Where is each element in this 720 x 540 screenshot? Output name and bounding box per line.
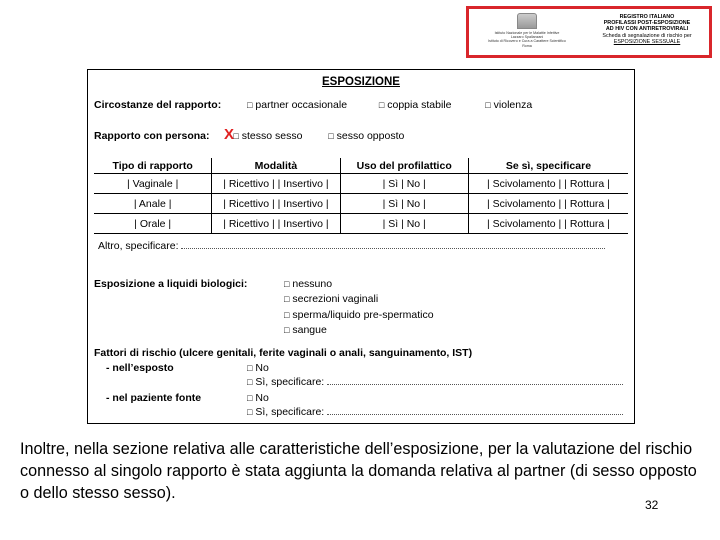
registry-title: REGISTRO ITALIANO PROFILASSI POST-ESPOSIZIONE AD HIV CON ANTIRETROVIRALI Scheda di segnalazione di rischio per ESPOSIZIONE SESSUALE <box>602 14 692 45</box>
header-profilattico: Uso del profilattico <box>340 158 468 174</box>
table-cell[interactable]: | Ricettivo | | Insertivo | <box>212 174 340 194</box>
checkbox[interactable]: □ <box>247 363 253 373</box>
caption-text: Inoltre, nella sezione relativa alle caratteristiche dell’esposizione, per la valutazione del rischio connesso al singolo rapporto è stata aggiunta la domanda relativa al partner (di sesso opposto o dello stesso sesso). <box>20 440 697 502</box>
exposure-form <box>87 69 635 424</box>
esposto-specificare-line[interactable] <box>327 384 623 385</box>
registry-header-logo <box>466 6 712 58</box>
table-cell[interactable]: | Sì | No | <box>340 194 468 214</box>
checkbox[interactable]: □ <box>284 294 290 304</box>
altro-input-line[interactable] <box>181 248 605 249</box>
checkbox[interactable]: □ <box>378 100 385 110</box>
circostanze-label: Circostanze del rapporto: <box>94 99 222 111</box>
checkbox[interactable]: □ <box>284 325 290 335</box>
rapporto-label: Rapporto con persona: <box>94 130 210 142</box>
fonte-si: □ Sì, specificare: <box>247 406 623 418</box>
table-cell[interactable]: | Sì | No | <box>340 214 468 234</box>
fattori-label: Fattori di rischio (ulcere genitali, ferite vaginali o anali, sanguinamento, IST) <box>94 347 473 359</box>
option-stesso-sesso: stesso sesso <box>241 130 303 142</box>
circostanze-row <box>94 99 532 111</box>
option-partner-occasionale: partner occasionale <box>255 99 348 111</box>
checkbox[interactable]: □ <box>247 407 253 417</box>
checkbox[interactable]: □ <box>328 131 334 141</box>
checkbox[interactable]: □ <box>247 393 253 403</box>
liquidi-option: □ sperma/liquido pre-spermatico <box>284 309 434 321</box>
table-cell[interactable]: | Orale | <box>94 214 212 234</box>
option-coppia-stabile: coppia stabile <box>387 99 452 111</box>
header-tipo: Tipo di rapporto <box>94 158 212 174</box>
fonte-specificare-line[interactable] <box>327 414 623 415</box>
esposto-label: - nell’esposto <box>106 362 174 374</box>
tipo-rapporto-table <box>94 158 628 234</box>
table-cell[interactable]: | Vaginale | <box>94 174 212 194</box>
altro-row <box>98 240 605 252</box>
fonte-label: - nel paziente fonte <box>106 392 202 404</box>
option-sesso-opposto: sesso opposto <box>336 130 405 142</box>
checkbox[interactable]: □ <box>284 279 290 289</box>
form-title: ESPOSIZIONE <box>322 76 400 88</box>
fonte-no: □ No <box>247 392 269 404</box>
table-cell[interactable]: | Scivolamento | | Rottura | <box>468 194 628 214</box>
header-specificare: Se sì, specificare <box>468 158 628 174</box>
rapporto-row <box>94 130 404 142</box>
esposto-no: □ No <box>247 362 269 374</box>
liquidi-label: Esposizione a liquidi biologici: <box>94 278 248 290</box>
option-violenza: violenza <box>493 99 533 111</box>
checkbox[interactable]: □ <box>247 100 253 110</box>
table-cell[interactable]: | Anale | <box>94 194 212 214</box>
table-cell[interactable]: | Scivolamento | | Rottura | <box>468 214 628 234</box>
institute-crest-icon <box>517 13 537 29</box>
table-cell[interactable]: | Ricettivo | | Insertivo | <box>212 194 340 214</box>
table-cell[interactable]: | Scivolamento | | Rottura | <box>468 174 628 194</box>
table-row <box>94 194 628 214</box>
liquidi-option: □ sangue <box>284 324 327 336</box>
page-number: 32 <box>645 498 659 512</box>
institute-logo <box>475 13 579 53</box>
table-header-row <box>94 158 628 174</box>
institute-name: Istituto Nazionale per le Malattie Infettive Lazzaro Spallanzani Istituto di Ricovero e Cura a Carattere Scientifico Roma <box>488 31 566 48</box>
table-cell[interactable]: | Sì | No | <box>340 174 468 194</box>
checkbox[interactable]: □ <box>233 131 239 141</box>
liquidi-option: □ nessuno <box>284 278 333 290</box>
selection-mark: X <box>224 126 235 143</box>
checkbox[interactable]: □ <box>247 377 253 387</box>
table-row <box>94 174 628 194</box>
header-modalita: Modalità <box>212 158 340 174</box>
table-cell[interactable]: | Ricettivo | | Insertivo | <box>212 214 340 234</box>
checkbox[interactable]: □ <box>485 100 491 110</box>
altro-label: Altro, specificare: <box>98 240 179 252</box>
esposto-si: □ Sì, specificare: <box>247 376 623 388</box>
liquidi-option: □ secrezioni vaginali <box>284 293 379 305</box>
checkbox[interactable]: □ <box>284 310 290 320</box>
table-row <box>94 214 628 234</box>
